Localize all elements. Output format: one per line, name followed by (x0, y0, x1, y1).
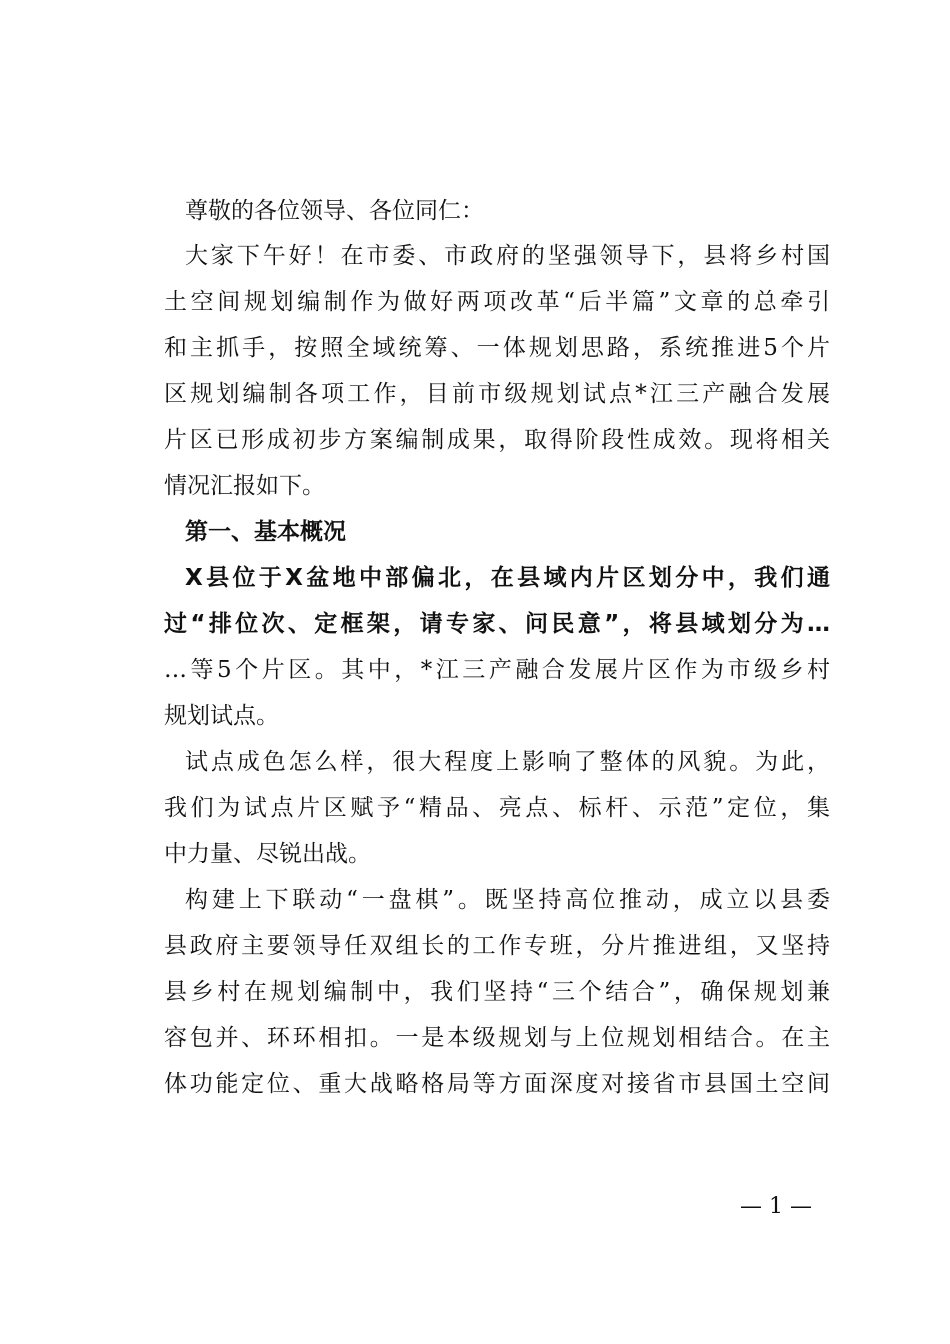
section-heading: 第一、基本概况 (185, 519, 346, 545)
intro-line: 土空间规划编制作为做好两项改革“后半篇”文章的总牵引 (164, 289, 830, 315)
pilot-line: 试点成色怎么样，很大程度上影响了整体的风貌。为此， (185, 749, 830, 775)
intro-line: 大家下午好！在市委、市政府的坚强领导下，县将乡村国 (185, 243, 830, 269)
page-number: — 1 — (740, 1194, 812, 1219)
intro-line: 情况汇报如下。 (164, 473, 325, 499)
linkage-line: 体功能定位、重大战略格局等方面深度对接省市县国土空间 (164, 1071, 830, 1097)
linkage-line: 县乡村在规划编制中，我们坚持“三个结合”，确保规划兼 (164, 979, 830, 1005)
overview-line: …等5个片区。其中，*江三产融合发展片区作为市级乡村 (164, 657, 830, 683)
intro-line: 片区已形成初步方案编制成果，取得阶段性成效。现将相关 (164, 427, 830, 453)
linkage-line: 容包并、环环相扣。一是本级规划与上位规划相结合。在主 (164, 1025, 830, 1051)
overview-line: X县位于X盆地中部偏北，在县域内片区划分中，我们通 (185, 565, 830, 591)
salutation: 尊敬的各位领导、各位同仁： (185, 198, 484, 224)
linkage-line: 县政府主要领导任双组长的工作专班，分片推进组，又坚持 (164, 933, 830, 959)
intro-line: 区规划编制各项工作，目前市级规划试点*江三产融合发展 (164, 381, 830, 407)
pilot-line: 我们为试点片区赋予“精品、亮点、标杆、示范”定位，集 (164, 795, 830, 821)
intro-line: 和主抓手，按照全域统筹、一体规划思路，系统推进5个片 (164, 335, 830, 361)
pilot-line: 中力量、尽锐出战。 (164, 841, 371, 867)
linkage-line: 构建上下联动“一盘棋”。既坚持高位推动，成立以县委 (185, 887, 830, 913)
overview-line: 规划试点。 (164, 703, 279, 729)
overview-line: 过“排位次、定框架，请专家、问民意”，将县域划分为… (164, 611, 830, 637)
